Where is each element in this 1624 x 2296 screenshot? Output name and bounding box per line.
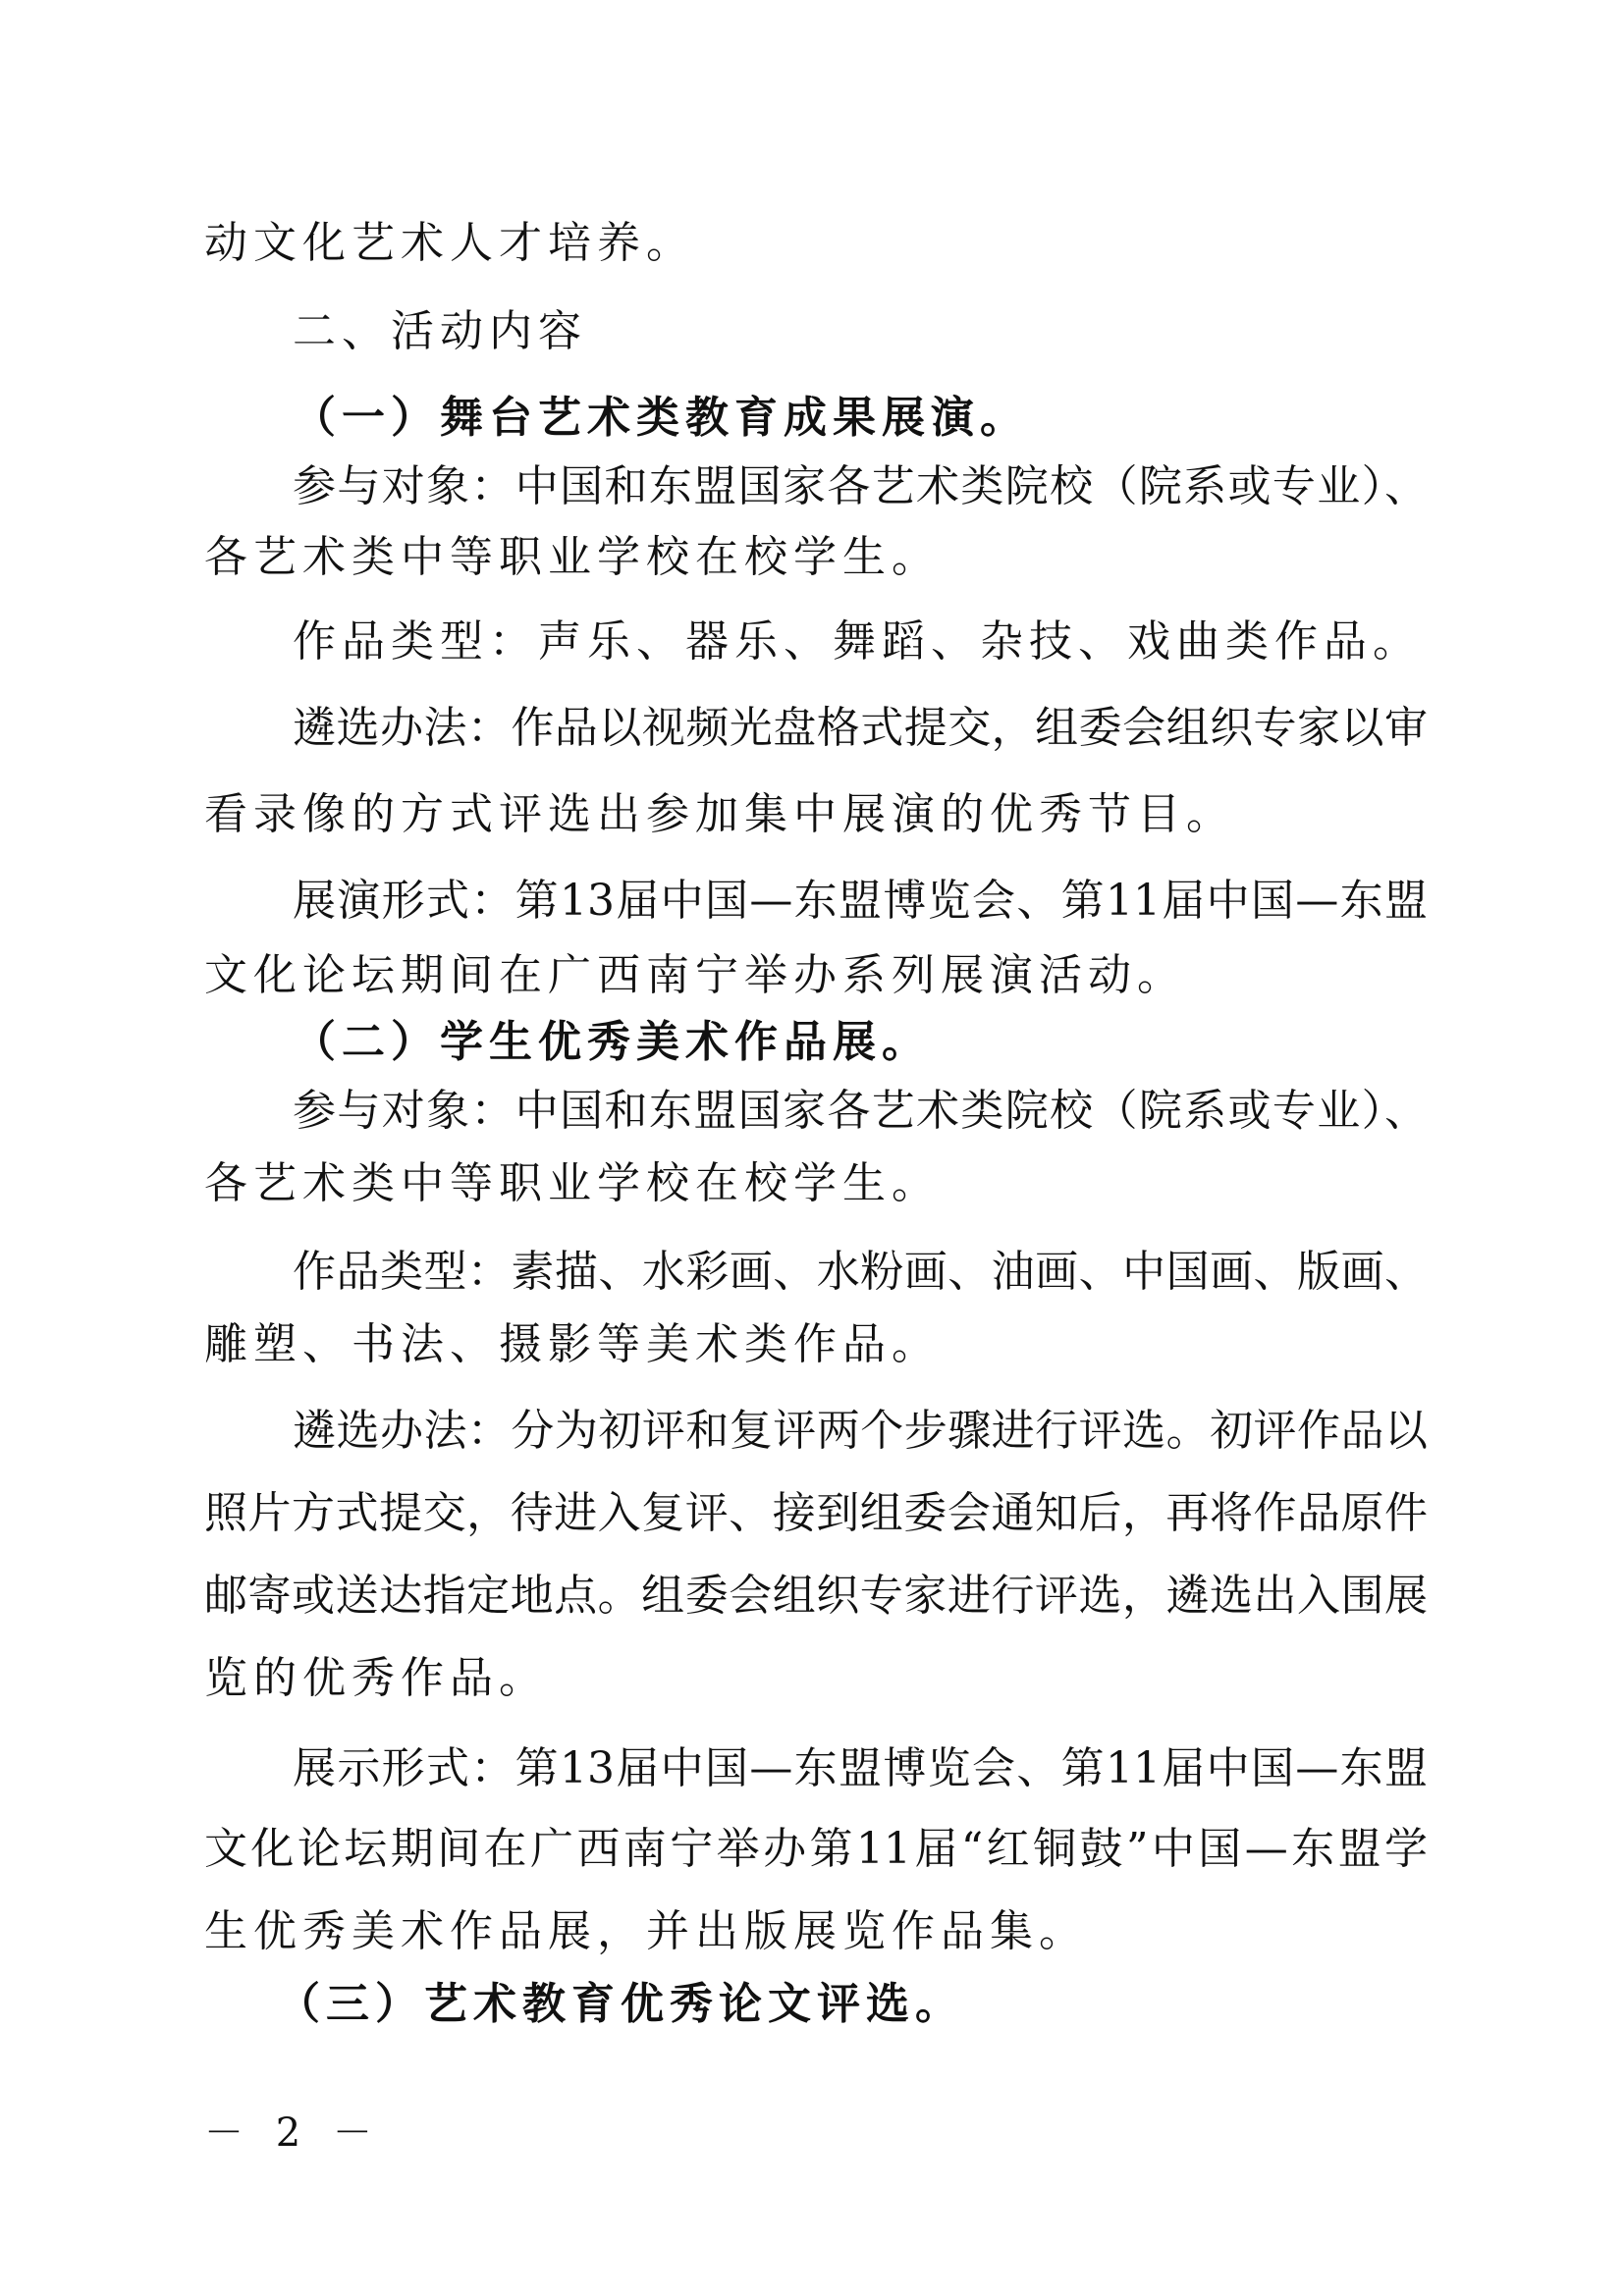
text-line: 展演形式：第13届中国—东盟博览会、第11届中国—东盟 bbox=[293, 876, 1428, 926]
text-line: 雕塑、书法、摄影等美术类作品。 bbox=[204, 1319, 941, 1369]
text-line: 作品类型：声乐、器乐、舞蹈、杂技、戏曲类作品。 bbox=[293, 616, 1422, 667]
text-line: 遴选办法：分为初评和复评两个步骤进行评选。初评作品以 bbox=[293, 1406, 1428, 1456]
text-line: 邮寄或送达指定地点。组委会组织专家进行评选，遴选出入围展 bbox=[204, 1571, 1428, 1621]
subsection-heading: （二）学生优秀美术作品展。 bbox=[293, 1017, 931, 1067]
text-line: 生优秀美术作品展，并出版展览作品集。 bbox=[204, 1906, 1088, 1956]
text-line: 览的优秀作品。 bbox=[204, 1653, 548, 1703]
page-number: － 2 － bbox=[204, 2110, 382, 2156]
text-line: 各艺术类中等职业学校在校学生。 bbox=[204, 1158, 941, 1208]
subsection-heading: （一）舞台艺术类教育成果展演。 bbox=[293, 393, 1029, 443]
text-line: 参与对象：中国和东盟国家各艺术类院校（院系或专业）、 bbox=[293, 1086, 1428, 1136]
text-line: 展示形式：第13届中国—东盟博览会、第11届中国—东盟 bbox=[293, 1743, 1428, 1793]
text-line: 遴选办法：作品以视频光盘格式提交，组委会组织专家以审 bbox=[293, 703, 1428, 753]
text-line: 照片方式提交，待进入复评、接到组委会通知后，再将作品原件 bbox=[204, 1488, 1428, 1538]
text-line: 看录像的方式评选出参加集中展演的优秀节目。 bbox=[204, 789, 1235, 839]
text-line: 文化论坛期间在广西南宁举办第11届“红铜鼓”中国—东盟学 bbox=[204, 1824, 1428, 1874]
text-line: 动文化艺术人才培养。 bbox=[204, 218, 695, 268]
text-line: 参与对象：中国和东盟国家各艺术类院校（院系或专业）、 bbox=[293, 461, 1428, 511]
section-heading: 二、活动内容 bbox=[293, 306, 587, 356]
subsection-heading: （三）艺术教育优秀论文评选。 bbox=[277, 1979, 964, 2029]
text-line: 作品类型：素描、水彩画、水粉画、油画、中国画、版画、 bbox=[293, 1247, 1428, 1297]
text-line: 文化论坛期间在广西南宁举办系列展演活动。 bbox=[204, 950, 1186, 1000]
text-line: 各艺术类中等职业学校在校学生。 bbox=[204, 532, 941, 582]
